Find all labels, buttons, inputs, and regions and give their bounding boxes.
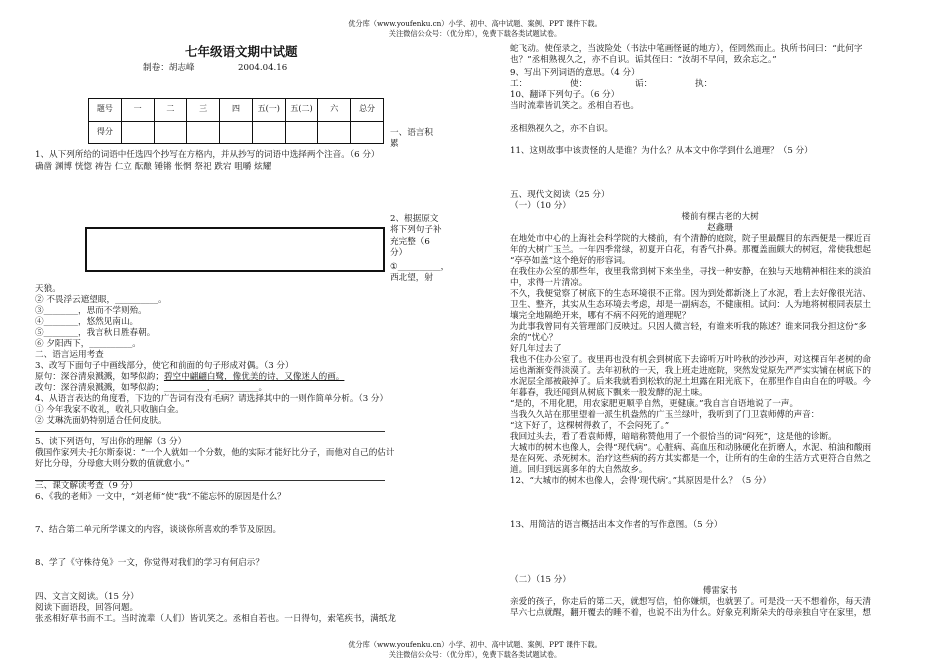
question-5-text-1: 俄国作家列夫·托尔斯泰说：“一个人就如一个分数，他的实际才能好比分子，而他对自己的估计: [35, 448, 395, 458]
article-1-line: 我回过头去，看了看袁师傅，暗暗称赞他用了一个很恰当的词“闷死”，这是他的诊断。: [510, 432, 837, 442]
answer-grid-box[interactable]: [85, 227, 385, 272]
question-9-term-1: 工：: [510, 79, 528, 89]
question-4-ad-2: ② 艾琳洗面奶特别适合任何皮肤。: [35, 416, 167, 426]
author: 制卷：胡志峰: [143, 63, 195, 73]
question-9: 9、写出下列词语的意思。（4 分）: [510, 68, 640, 78]
section-2-title: 二、语言运用考查: [35, 350, 104, 360]
article-1-author: 赵鑫珊: [707, 223, 733, 233]
article-1-line: 在地处市中心的上海社会科学院的大楼前，有个清静的庭院，院子里最醒目的东西便是一棵近百: [510, 234, 871, 244]
article-2-title: 傅雷家书: [702, 586, 738, 596]
question-1: 1、从下列所给的词语中任选四个抄写在方格内，并从抄写的词语中选择两个注音。（6 分）: [35, 150, 380, 160]
score-header-cell: 四: [220, 99, 253, 122]
article-1-line: 为此事我曾同有关管理部门反映过。只因人微言轻，有谁来听我的陈述？谁来同我分担这份“多: [510, 322, 867, 332]
question-3-original-underlined: 碧空中翩翩白鹭，像优美的诗，又像迷人的画。: [163, 372, 345, 382]
article-1-line: 大城市的树木也像人，会得“现代病”。心脏病、高血压和动脉硬化在折磨人，水泥、柏油和酸雨: [510, 443, 872, 453]
score-header-cell: 五(二): [285, 99, 318, 122]
answer-line[interactable]: [35, 431, 385, 432]
section-3-title: 三、课文解读考查（9 分）: [35, 481, 138, 491]
question-6: 6、《我的老师》一文中，“刘老师”使“我”不能忘怀的原因是什么？: [35, 492, 286, 502]
question-2-item-6: ⑥ 夕阳西下，__________。: [35, 339, 141, 349]
question-4-ad-1: ① 今年我家不收礼，收礼只收脑白金。: [35, 405, 184, 415]
article-1-line: 壤完全地隔绝开来，哪有不病不闷死的道理呢？: [510, 311, 691, 321]
article-1-line: 年的大树广玉兰。一年四季常绿，初夏开白花，有香气扑鼻。那覆盖面颇大的树冠，常使我想起: [510, 245, 871, 255]
question-1-words: 确凿 渊博 恍惚 祷告 仁立 酝酿 锤锵 怅惘 祭祀 跌宕 咀嚼 炫耀: [35, 162, 272, 172]
question-9-term-3: 诟：: [635, 79, 653, 89]
question-2-item-2: ② 不畏浮云遮望眼，__________。: [35, 295, 167, 305]
article-1-line: 在我住办公室的那些年，夜里我常到树下来坐坐，寻找一种安静，在独与天地精神相往来的淡泊: [510, 267, 871, 277]
score-cell[interactable]: [121, 121, 154, 144]
article-1-line: 年暮春，我还闻到从树底下飘来一股发酵的泥土味。: [510, 388, 708, 398]
question-2-item-3: ③________，思而不学则殆。: [35, 306, 147, 316]
score-cell[interactable]: [220, 121, 253, 144]
article-1-line: “亭亭如盖”这个绝好的形容词。: [510, 256, 631, 266]
section-5-title: 五、现代文阅读（25 分）: [510, 190, 610, 200]
header-line-2: 关注微信公众号：（优分库），免费下载各类试题试卷。: [388, 29, 562, 38]
section-1-title: 一、语言积累: [390, 128, 433, 150]
footer-line-1: 优分库（www.youfenku.cn）小学、初中、高中试题、案例、PPT 课件下载。: [348, 640, 602, 649]
score-header-cell: 三: [187, 99, 220, 122]
question-10-sentence-1: 当时流辈皆讥笑之。丞相自若也。: [510, 101, 639, 111]
article-2-line: 早六七点就醒，翻开覆去的睡不着，也说不出为什么。好象克利斯朵夫的母亲独自守在家里，想: [510, 608, 871, 618]
classical-text-line-1: 张丞相好草书而不工。当时流辈（人们）皆讥笑之。丞相自若也。一日得句，索笔疾书，满纸龙: [35, 614, 396, 624]
part-2-label: （二）（15 分）: [510, 575, 571, 585]
article-1-line: 我也不住办公室了。夜里再也没有机会到树底下去谛听万叶吟秋的沙沙声，对这棵百年老树的命: [510, 355, 871, 365]
date: 2004.04.16: [238, 63, 288, 73]
score-cell[interactable]: [285, 121, 318, 144]
article-1-line: 运也渐渐变得淡漠了。去年初秋的一天，我上班走进庭院，突然发觉原先严严实实铺在树底下的: [510, 366, 871, 376]
article-1-line: 水泥层全部被敲掉了。后来我就看到松软的泥土坦露在阳光底下，在那里作自由自在的呼吸。今: [510, 377, 871, 387]
classical-text-line-2: 蛇飞动。使侄录之，当波险处（书法中笔画怪诞的地方），侄罔然而止。执所书问曰：“此何字: [510, 44, 863, 54]
footer-line-2: 关注微信公众号：（优分库），免费下载各类试题试卷。: [388, 650, 562, 659]
question-3: 3、改写下面句子中画线部分，使它和前面的句子形成对偶。（3 分）: [35, 361, 294, 371]
question-3-original: [35, 372, 344, 383]
score-header-cell: 总分: [351, 99, 384, 122]
score-cell[interactable]: [154, 121, 187, 144]
score-header-cell: 五(一): [252, 99, 285, 122]
question-9-term-4: 执：: [695, 79, 713, 89]
header-line-1: 优分库（www.youfenku.cn）小学、初中、高中试题、案例、PPT 课件下载。: [348, 19, 602, 28]
question-13: 13、用简洁的语言概括出本文作者的写作意图。（5 分）: [510, 520, 723, 530]
article-1-line: 不久，我便觉察了树底下的生态环境很不正常。因为到处都新浇上了水泥，看上去好像很光洁、: [510, 289, 871, 299]
question-10-sentence-2: 丞相熟视久之，亦不自识。: [510, 124, 614, 134]
question-2-item-5: ⑤________，我言秋日胜春朝。: [35, 328, 156, 338]
article-2-body: [510, 597, 940, 619]
question-7: 7、结合第二单元所学课文的内容，谈谈你所喜欢的季节及原因。: [35, 525, 282, 535]
score-cell[interactable]: [351, 121, 384, 144]
question-3-original-a: 原句：深谷清泉溅溅，如琴似韵；: [35, 372, 164, 382]
article-1-line: 是在闷死、杀死树木。治疗这些病的药方其实都是一个，让所有的生命的生活方式更符合自然之: [510, 454, 871, 464]
article-1-line: 当我久久站在那里望着一派生机盎然的广玉兰绿叶，我听到了门卫袁师傅的声音：: [510, 410, 820, 420]
article-2-line: 亲爱的孩子，你走后的第二天，就想写信，怕你嫌烦，也就罢了。可是没一天不想着你，每天清: [510, 597, 871, 607]
question-2-item-1a: ①__________，: [390, 262, 450, 272]
question-12: 12、“大城市的树木也像人，会得‘现代病’。”其原因是什么？（5 分）: [510, 476, 772, 486]
score-cell[interactable]: [187, 121, 220, 144]
score-table-score-row: [89, 121, 384, 144]
section-4-title: 四、文言文阅读。（15 分）: [35, 592, 139, 602]
article-1-title: 楼前有棵古老的大树: [681, 212, 759, 222]
question-10: 10、翻译下列句子。（6 分）: [510, 90, 620, 100]
part-1-label: （一）（10 分）: [510, 201, 571, 211]
classical-text-line-3: 也？”丞相熟视久之，亦不自识。诟其侄曰：“汝胡不早问，致余忘之。”: [510, 55, 777, 65]
page-title: 七年级语文期中试题: [185, 44, 298, 59]
article-1-line: 卫生、整齐，其实从生态环境去考虑，却是一副病态，不健康相。试问：人为地将树根同表层土: [510, 300, 871, 310]
question-2-item-1b: 西北望，射: [390, 273, 433, 283]
question-3-revised: 改句：深谷清泉溅溅，如琴似韵；__________，__________。: [35, 383, 268, 393]
question-8: 8、学了《守株待兔》一文，你觉得对我们的学习有何启示？: [35, 558, 264, 568]
score-table-header-row: [89, 99, 384, 122]
question-4: 4、从语言表达的角度看，下边的广告词有没有毛病？请选择其中的一则作简单分析。（3 分）: [35, 394, 389, 404]
question-9-term-2: 使：: [570, 79, 588, 89]
score-header-cell: 一: [121, 99, 154, 122]
score-cell[interactable]: [252, 121, 285, 144]
question-2: 2、根据原文将下列句子补充完整（6 分）: [390, 214, 442, 259]
question-11: 11、这则故事中该责怪的人是谁？为什么？从本文中你学到什么道理？（5 分）: [510, 146, 813, 156]
question-2-item-4: ④________，悠然见南山。: [35, 317, 139, 327]
score-header-cell: 题号: [89, 99, 122, 122]
article-1-line: “这下好了，这棵树得救了，不会闷死了。”: [510, 421, 670, 431]
article-1-line: 中，求得一片清凉。: [510, 278, 588, 288]
article-1-line: 好几年过去了: [510, 344, 562, 354]
question-5-text-2: 好比分母，分母愈大则分数的值就愈小。”: [35, 459, 190, 469]
question-2-item-1c: 天狼。: [35, 284, 61, 294]
score-row-label: 得分: [89, 121, 122, 144]
reading-instruction: 阅读下面语段，回答问题。: [35, 603, 139, 613]
score-header-cell: 二: [154, 99, 187, 122]
score-table: [88, 98, 384, 144]
score-header-cell: 六: [318, 99, 351, 122]
score-cell[interactable]: [318, 121, 351, 144]
question-5: 5、读下列语句，写出你的理解（3 分）: [35, 437, 187, 447]
article-1-body: [510, 234, 940, 476]
article-1-line: 余的”忧心？: [510, 333, 558, 343]
article-1-line: “是的，不用化肥，用农家肥更顺乎自然，更健康。”我自言自语地说了一声。: [510, 399, 799, 409]
article-1-line: 道。回归到远离多年的大自然故乡。: [510, 465, 648, 475]
